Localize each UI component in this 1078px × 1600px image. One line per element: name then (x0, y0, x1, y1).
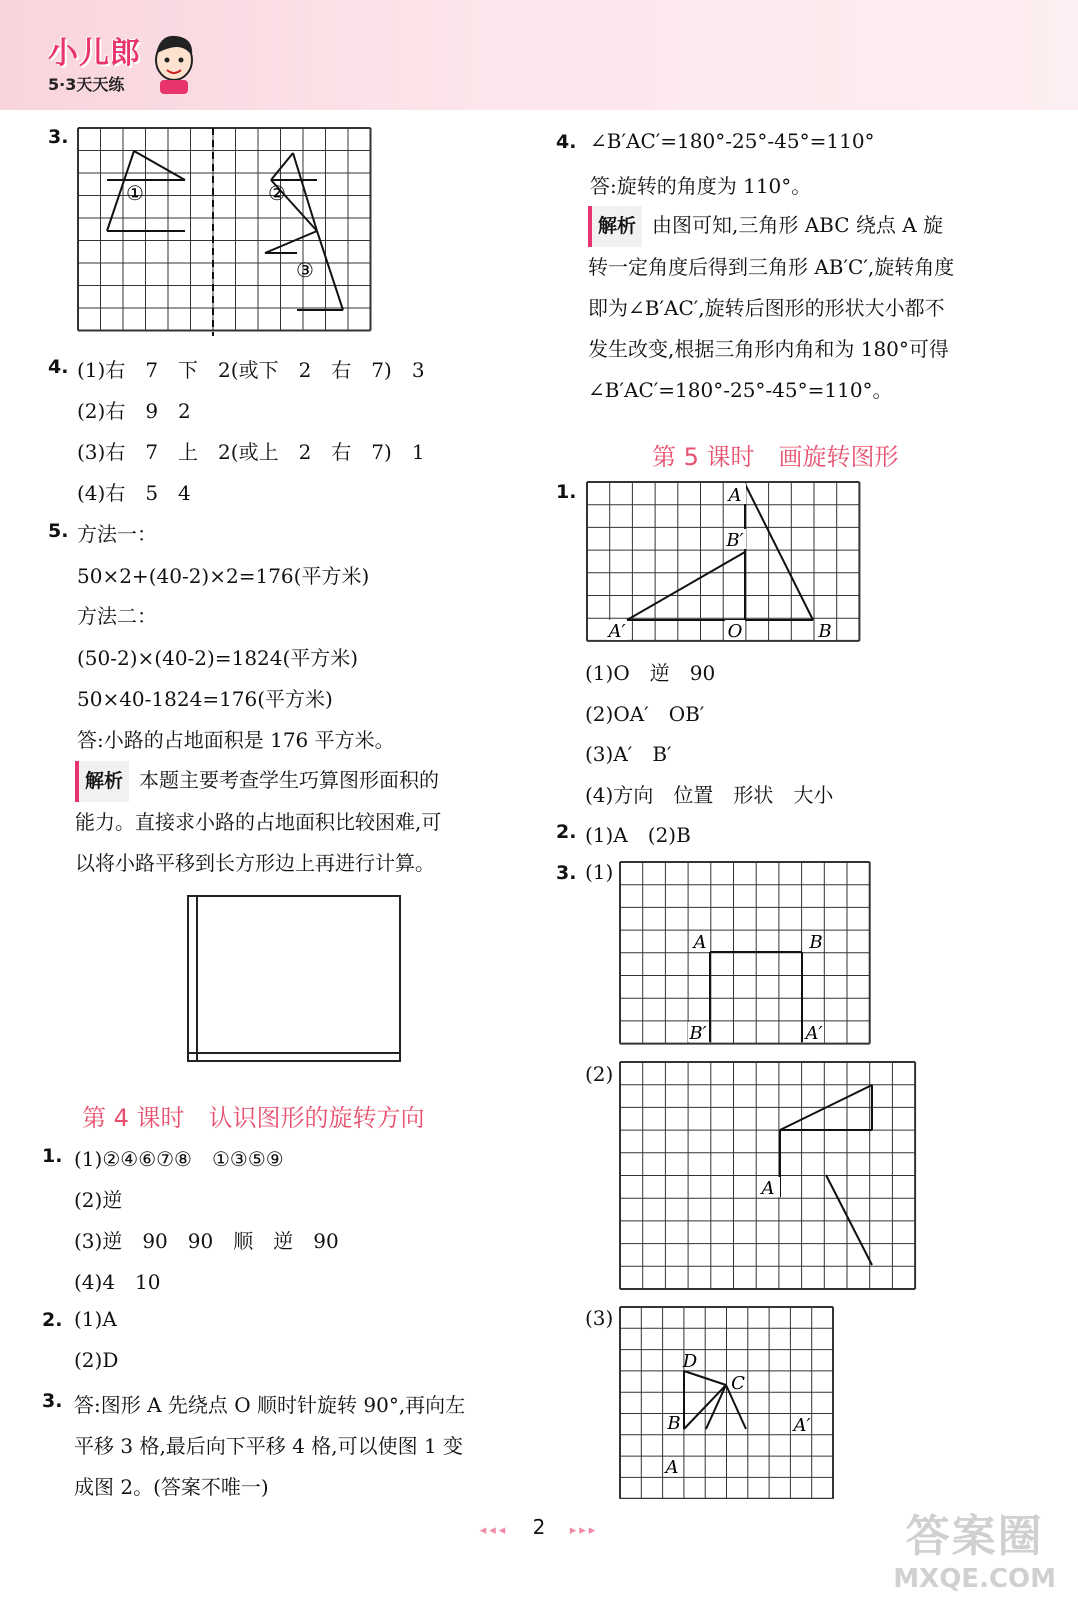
analysis-text: ∠B′AC′=180°-25°-45°=110°。 (588, 378, 893, 402)
point-label: A′ (793, 1415, 811, 1436)
grid-figure-l5-q3-3 (618, 1305, 834, 1499)
question-number: 2. (42, 1309, 63, 1331)
analysis-tag: 解析 (588, 206, 642, 247)
figure-label: ③ (296, 258, 314, 282)
analysis-block (75, 760, 520, 884)
shape-edge (134, 151, 185, 180)
lesson-title: 第 4 课时 认识图形的旋转方向 (82, 1104, 425, 1132)
answer-line: (2)右 9 2 (77, 399, 191, 423)
answer-line: (3)右 7 上 2(或上 2 右 7) 1 (77, 440, 425, 464)
answer-line: (4)4 10 (74, 1270, 161, 1294)
analysis-text: 以将小路平移到长方形边上再进行计算。 (75, 851, 435, 875)
answer-line: (3)A′ B′ (585, 742, 672, 766)
prev-arrows-icon: ◂◂◂ (479, 1523, 509, 1538)
answer-line: 答:小路的占地面积是 176 平方米。 (77, 728, 395, 752)
sub-question-label: (1) (585, 860, 614, 884)
boy-mascot-icon (150, 30, 198, 96)
analysis-text: 能力。直接求小路的占地面积比较困难,可 (75, 810, 442, 834)
point-label: C (731, 1373, 745, 1394)
point-label: A (693, 932, 707, 953)
sub-question-label: (2) (585, 1062, 614, 1086)
answer-line: 成图 2。(答案不唯一) (74, 1475, 269, 1499)
brand-logo (48, 28, 141, 95)
watermark-url: MXQE.COM (893, 1564, 1056, 1594)
point-label: B′ (726, 530, 744, 551)
analysis-text: 本题主要考查学生巧算图形面积的 (139, 768, 440, 792)
point-label: B (667, 1413, 681, 1434)
point-label: O (727, 621, 743, 642)
answer-line: 平移 3 格,最后向下平移 4 格,可以使图 1 变 (74, 1434, 464, 1458)
brand-name: 小儿郎 (48, 36, 141, 71)
next-arrows-icon: ▸▸▸ (569, 1523, 599, 1538)
shape-edge (271, 153, 293, 180)
answer-line: (4)右 5 4 (77, 481, 191, 505)
question-number: 5. (48, 520, 69, 542)
lesson-title: 第 5 课时 画旋转图形 (652, 443, 899, 471)
analysis-text: 即为∠B′AC′,旋转后图形的形状大小都不 (588, 296, 945, 320)
point-label: B (818, 621, 832, 642)
figure-label: ② (268, 181, 286, 205)
answer-line: (4)方向 位置 形状 大小 (585, 783, 834, 807)
point-label: A′ (805, 1023, 823, 1044)
answer-line: 方法一： (77, 522, 157, 546)
answer-line: (1)O 逆 90 (585, 661, 716, 685)
question-number: 4. (48, 356, 69, 378)
answer-line: ∠B′AC′=180°-25°-45°=110° (590, 129, 875, 153)
answer-line: (1)②④⑥⑦⑧ ①③⑤⑨ (74, 1147, 284, 1171)
answer-line: (50-2)×(40-2)=1824(平方米) (77, 646, 359, 670)
shape-edge (317, 231, 343, 310)
answer-line: (1)A (2)B (585, 823, 691, 847)
grid-figure-l5-q1 (585, 480, 865, 643)
shape-edge (293, 153, 317, 231)
answer-line: 50×2+(40-2)×2=176(平方米) (77, 564, 370, 588)
question-number: 2. (556, 821, 577, 843)
point-label: B′ (689, 1023, 707, 1044)
answer-line: (2)D (74, 1348, 119, 1372)
watermark (893, 1500, 1056, 1594)
watermark-title: 答案圈 (905, 1511, 1044, 1562)
question-number: 1. (556, 481, 577, 503)
answer-line: (2)逆 (74, 1188, 123, 1212)
grid-figure-left-q3 (75, 125, 375, 340)
analysis-text: 发生改变,根据三角形内角和为 180°可得 (588, 337, 949, 361)
point-label: A (728, 485, 742, 506)
answer-line: (1)A (74, 1307, 117, 1331)
question-number: 3. (42, 1390, 63, 1412)
analysis-text: 转一定角度后得到三角形 AB′C′,旋转角度 (588, 255, 955, 279)
sub-question-label: (3) (585, 1306, 614, 1330)
question-number: 1. (42, 1145, 63, 1167)
question-number: 3. (556, 862, 577, 884)
answer-line: 方法二： (77, 604, 157, 628)
shape-edge (265, 231, 317, 253)
analysis-block (588, 205, 1038, 411)
answer-line: 50×40-1824=176(平方米) (77, 687, 333, 711)
answer-line: 答:旋转的角度为 110°。 (590, 174, 812, 198)
point-label: B (809, 932, 823, 953)
answer-line: (1)右 7 下 2(或下 2 右 7) 3 (77, 358, 425, 382)
point-label: A (665, 1457, 679, 1478)
analysis-tag: 解析 (75, 761, 129, 802)
analysis-text: 由图可知,三角形 ABC 绕点 A 旋 (652, 213, 944, 237)
rectangle-path-figure (185, 893, 405, 1065)
figure-label: ① (126, 181, 144, 205)
brand-series: 5·3天天练 (48, 75, 125, 94)
grid-figure-l5-q3-2 (618, 1060, 920, 1292)
page-number: 2 (532, 1515, 546, 1539)
point-label: A′ (608, 621, 626, 642)
answer-line: (3)逆 90 90 顺 逆 90 (74, 1229, 339, 1253)
grid-figure-l5-q3-1 (618, 860, 876, 1046)
answer-line: (2)OA′ OB′ (585, 702, 705, 726)
question-number: 3. (48, 126, 69, 148)
answer-line: 答:图形 A 先绕点 O 顺时针旋转 90°,再向左 (74, 1393, 466, 1417)
point-label: D (682, 1351, 698, 1372)
question-number: 4. (556, 131, 577, 153)
point-label: A (761, 1178, 775, 1199)
